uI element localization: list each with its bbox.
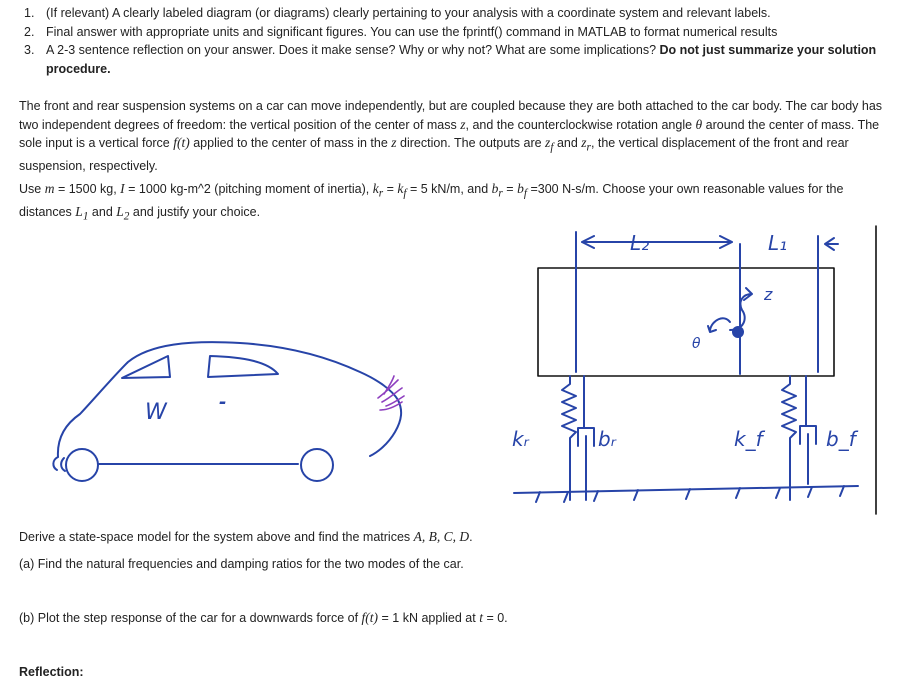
math-L2: $L_2$ [116, 204, 130, 223]
problem-text: = 1500 kg, [57, 182, 117, 196]
kf-label: k_f [734, 427, 763, 451]
math-abcd: A, B, C, D [413, 529, 470, 544]
front-spring [782, 376, 796, 500]
math-kf: $k_f$ [397, 181, 407, 200]
problem-text: = [506, 182, 514, 196]
car-dash-mark: - [219, 392, 227, 413]
rear-damper [578, 376, 594, 500]
math-I: I [120, 181, 125, 196]
derive-question [19, 528, 473, 546]
problem-text: and [556, 136, 578, 150]
math-theta: θ [695, 116, 703, 132]
z-label: z [764, 285, 773, 304]
suspension-diagram [512, 226, 876, 514]
math-L1: $L_1$ [75, 204, 89, 223]
br-label: bᵣ [598, 427, 616, 451]
question-a: (a) Find the natural frequencies and damping ratios for the two modes of the car. [19, 557, 464, 571]
ground-hatch [536, 486, 844, 502]
car-window-rear [122, 356, 170, 378]
problem-text: = 5 kN/m, and [409, 182, 489, 196]
center-of-mass-dot [732, 326, 744, 338]
problem-text: The front and rear suspension systems on a car can move independently, but are coupled because they are both attached to the car body. The car body has two independent degrees of freedom: the vertical position of the center of mass [19, 99, 883, 132]
math-z: z [460, 116, 466, 132]
problem-text: Use [19, 182, 42, 196]
question-text: Derive a state-space model for the system above and find the matrices [19, 530, 411, 544]
question-text: = 1 kN applied at [381, 611, 476, 625]
math-br: $b_r$ [491, 181, 503, 200]
car-bumper [53, 457, 65, 471]
problem-text: around the center of mass. The sole input is a vertical force [19, 117, 880, 150]
problem-text: direction. The outputs are [400, 136, 542, 150]
math-ft: f(t) [361, 610, 379, 625]
car-window-front [208, 356, 278, 377]
front-wheel [301, 449, 333, 481]
l2-dimension-arrow [582, 236, 732, 248]
question-text: . [469, 530, 473, 544]
problem-text: =300 N-s/m. Choose your own reasonable values for the distances [19, 182, 844, 220]
question-text: (b) Plot the step response of the car for a downwards force of [19, 611, 359, 625]
problem-text: , and the counterclockwise rotation angle [465, 117, 693, 132]
problem-text: , the vertical displacement of the front and rear suspension, respectively. [19, 136, 849, 174]
car-weight-label: W [145, 400, 167, 425]
problem-text: = 1000 kg-m^2 (pitching moment of inertia), [128, 182, 370, 196]
car-body-outline [58, 342, 401, 457]
kr-label: kᵣ [512, 427, 529, 451]
instruction-text: A 2-3 sentence reflection on your answer. Does it make sense? Why or why not? What are some implications? [46, 43, 657, 57]
l1-label: L₁ [768, 231, 788, 255]
math-t: t [479, 610, 483, 625]
instruction-number: 2. [24, 24, 35, 39]
l1-arrow [825, 238, 838, 250]
math-ft: f(t) [173, 135, 190, 150]
theta-arrow [708, 318, 730, 332]
math-z: z [391, 135, 397, 150]
math-zr: $z_r$ [581, 135, 591, 154]
reflection-heading: Reflection: [19, 665, 84, 679]
math-bf: $b_f$ [517, 181, 527, 200]
instruction-text: (If relevant) A clearly labeled diagram (or diagrams) clearly pertaining to your analysis with a coordinate system and relevant labels. [46, 6, 771, 20]
problem-text: = [386, 182, 394, 196]
ground-line [514, 486, 858, 493]
car-body-box [538, 268, 834, 376]
instruction-number: 1. [24, 6, 35, 20]
theta-label: θ [692, 336, 701, 352]
rear-wheel [66, 449, 98, 481]
question-text: = 0. [486, 611, 508, 625]
instruction-number: 3. [24, 43, 35, 57]
front-damper [800, 376, 816, 484]
question-b [19, 609, 508, 627]
rear-spring [562, 376, 576, 500]
problem-text: applied to the center of mass in the [193, 136, 388, 150]
car-sketch [53, 342, 404, 481]
math-m: m [44, 181, 55, 196]
math-kr: $k_r$ [372, 181, 384, 200]
instruction-bold: Do not just summarize your solution procedure. [46, 43, 877, 76]
l2-label: L₂ [630, 231, 650, 255]
bf-label: b_f [826, 427, 856, 451]
instruction-text: Final answer with appropriate units and significant figures. You can use the fprintf() command in MATLAB to format numerical results [46, 24, 778, 39]
problem-text: and justify your choice. [132, 205, 261, 220]
math-zf: $z_f$ [545, 135, 554, 154]
problem-text: and [91, 205, 113, 220]
